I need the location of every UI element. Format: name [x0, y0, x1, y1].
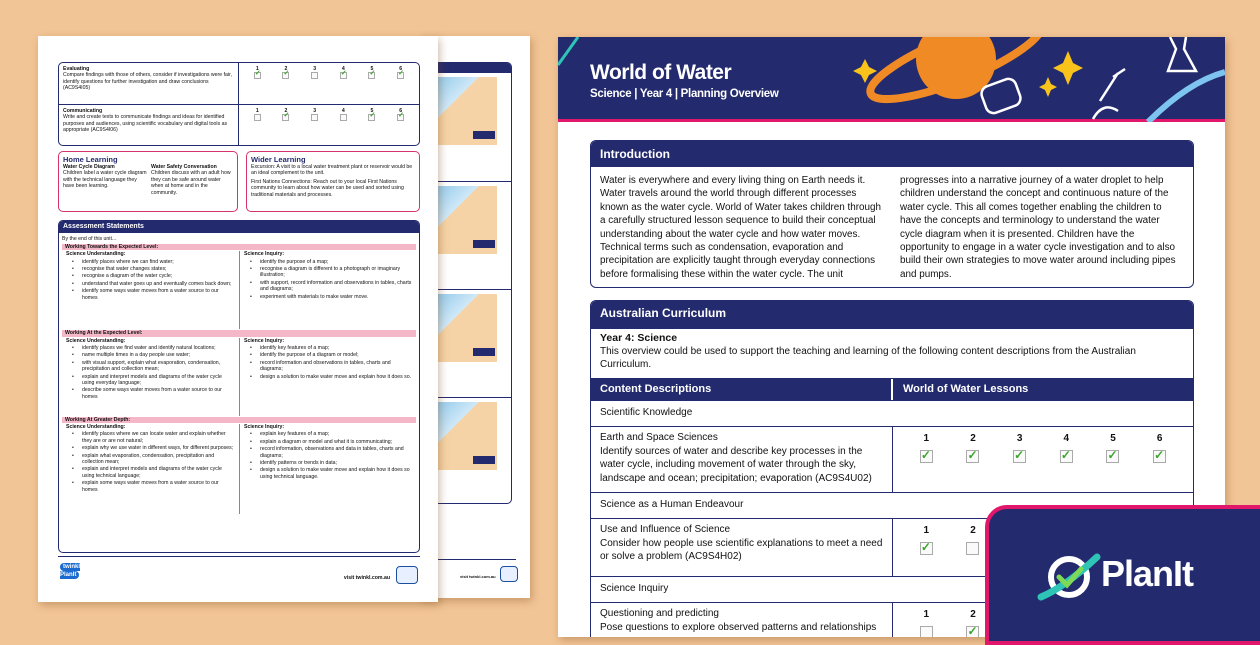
assessment-statement: • identify places we find water and identify natural locations; — [66, 345, 235, 351]
lesson-number: 6 — [399, 108, 403, 114]
page-header — [558, 37, 1225, 122]
assessment-statement: • explain what evaporation, condensation, precipitation and collection mean; — [66, 453, 235, 466]
lesson-checkbox[interactable] — [920, 450, 933, 463]
level-title: Working Towards the Expected Level: — [62, 244, 416, 250]
planit-logo-icon — [1035, 547, 1105, 607]
lesson-checkbox[interactable] — [966, 450, 979, 463]
home-a-title: Water Cycle Diagram — [63, 164, 115, 170]
lesson-number: 2 — [284, 66, 288, 72]
skill-title: Evaluating — [63, 66, 90, 72]
introduction-box — [590, 140, 1194, 288]
curriculum-row — [591, 426, 1193, 492]
lesson-number: 3 — [1016, 433, 1023, 444]
science-understanding-label: Science Understanding: — [66, 337, 126, 344]
lesson-checkbox[interactable] — [1153, 450, 1166, 463]
content-title: Use and Influence of Science — [600, 524, 731, 535]
lesson-number: 6 — [1156, 433, 1163, 444]
assessment-statement: • name multiple times in a day people use water; — [66, 352, 235, 358]
planit-brand: PlanIt — [1101, 553, 1194, 594]
assessment-statement: • experiment with materials to make water move. — [244, 294, 412, 300]
lesson-number: 1 — [255, 66, 259, 72]
twinkl-logo-text: twinkl PlanIt — [60, 564, 81, 578]
lesson-number: 6 — [399, 66, 403, 72]
lesson-checkbox[interactable] — [368, 72, 375, 79]
lesson-number: 3 — [313, 108, 317, 114]
lesson-checkbox[interactable] — [254, 72, 261, 79]
page-subtitle: Science | Year 4 | Planning Overview — [590, 88, 779, 100]
assessment-statement: • identify the purpose of a map; — [244, 259, 412, 265]
year-text: This overview could be used to support the teaching and learning of the following content descriptions from the Australian Curriculum. — [600, 346, 1136, 370]
level-title: Working At the Expected Level: — [62, 330, 416, 336]
assessment-statement: • identify places where we can find water; — [66, 259, 235, 265]
lesson-number: 3 — [313, 66, 317, 72]
lesson-checkbox[interactable] — [340, 114, 347, 121]
page-title: World of Water — [590, 61, 732, 84]
content-text: Consider how people use scientific explanations to meet a need or solve a problem (AC9S4H02) — [600, 537, 883, 562]
lesson-checkbox[interactable] — [311, 114, 318, 121]
introduction-title: Introduction — [591, 141, 1193, 167]
skill-text: Compare findings with those of others, consider if investigations were fair, identify questions for further investigation and draw conclusions (AC9S4I05) — [63, 72, 232, 92]
lesson-checkbox[interactable] — [397, 114, 404, 121]
content-title: Earth and Space Sciences — [600, 432, 718, 443]
home-a-text: Children label a water cycle diagram with the technical language they have been learning. — [63, 170, 147, 190]
assessment-statement: • recognise a diagram of the water cycle; — [66, 273, 235, 279]
assessment-statement: • design a solution to make water move and explain how it does so. — [244, 374, 412, 380]
lesson-checkbox[interactable] — [254, 114, 261, 121]
lesson-number: 1 — [923, 433, 930, 444]
assessment-statement: • describe some ways water moves from a water source to our homes — [66, 387, 235, 400]
level-title: Working At Greater Depth: — [62, 417, 416, 423]
assessment-statement: • recognise that water changes states; — [66, 266, 235, 272]
assessment-statement: • explain some ways water moves from a water source to our homes — [66, 480, 235, 493]
wider-learning-title: Wider Learning — [251, 155, 306, 164]
assessment-statement: • with visual support, explain what evaporation, condensation, precipitation and collection mean; — [66, 360, 235, 373]
home-b-title: Water Safety Conversation — [151, 164, 217, 170]
lesson-number: 5 — [370, 66, 374, 72]
assessment-statement: • record information, observations and data in tables, charts and diagrams; — [244, 446, 412, 459]
year-title: Year 4: Science — [600, 332, 678, 344]
assessment-statement: • identify some ways water moves from a water source to our homes — [66, 288, 235, 301]
lesson-checkbox[interactable] — [282, 114, 289, 121]
intro-col1: Water is everywhere and every living thing on Earth needs it. Water travels around the world through different processes known as the water cycle. World of Water takes children through a carefully structured lesson sequence to build their conceptual understanding about the water cycle and how water moves. Technical terms such as condensation, evaporation and precipitation are explicitly taught through everyday connections before formalising these within the water cycle. The unit — [600, 175, 882, 280]
quality-badge-icon — [500, 566, 518, 582]
home-learning-box — [58, 151, 238, 212]
lesson-number: 1 — [923, 525, 930, 536]
lesson-number: 2 — [970, 433, 976, 444]
lesson-checkbox[interactable] — [966, 626, 979, 638]
section-title: Science as a Human Endeavour — [591, 492, 1193, 518]
assessment-statement: • explain key features of a map; — [244, 431, 412, 437]
lesson-number: 2 — [970, 609, 976, 620]
assessment-page — [38, 36, 438, 602]
assessment-statement: • recognise a diagram is different to a photograph or imaginary illustration; — [244, 266, 412, 279]
wider-p1: Excursion: A visit to a local water treatment plant or reservoir would be an ideal complement to the unit. — [251, 164, 413, 177]
lesson-number: 5 — [370, 108, 374, 114]
section-title: Science Inquiry — [591, 576, 1193, 602]
twinkl-planit-logo — [60, 563, 94, 585]
lesson-number: 4 — [341, 108, 345, 114]
inquiry-skills-table — [58, 62, 420, 146]
curriculum-title: Australian Curriculum — [591, 301, 1193, 328]
lesson-number: 5 — [1110, 433, 1116, 444]
footer-url: visit twinkl.com.au — [343, 575, 390, 581]
lesson-number: 2 — [284, 108, 288, 114]
assessment-statement: • identify the purpose of a diagram or model; — [244, 352, 412, 358]
skill-text: Write and create texts to communicate findings and ideas for identified purposes and audiences, using scientific vocabulary and digital tools as appropriate (AC9S4I06) — [63, 114, 228, 134]
col-header-content: Content Descriptions — [591, 379, 893, 400]
col-header-lessons: World of Water Lessons — [903, 383, 1029, 395]
section-title: Scientific Knowledge — [591, 400, 1193, 426]
wider-learning-box — [246, 151, 420, 212]
assessment-statement: • identify places where we can locate water and explain whether they are or are not natural; — [66, 431, 235, 444]
content-title: Questioning and predicting — [600, 608, 719, 619]
science-understanding-label: Science Understanding: — [66, 251, 126, 258]
lesson-number: 4 — [341, 66, 345, 72]
lesson-checkbox[interactable] — [1060, 450, 1073, 463]
wider-p2: First Nations Connections: Reach out to your local First Nations community to learn about how water can be used and sorted using traditional materials and processes. — [251, 178, 404, 198]
lesson-checkbox[interactable] — [340, 72, 347, 79]
assessment-statement: • understand that water goes up and eventually comes back down; — [66, 281, 235, 287]
lesson-number: 2 — [970, 525, 976, 536]
content-text: Pose questions to explore observed patterns and relationships — [600, 621, 877, 633]
skill-row — [59, 63, 419, 104]
assessment-statement: • record information and observations in tables, charts and diagrams; — [244, 360, 412, 373]
lesson-checkbox[interactable] — [920, 626, 933, 638]
lesson-checkbox[interactable] — [966, 542, 979, 555]
lesson-checkbox[interactable] — [397, 72, 404, 79]
lesson-checkbox[interactable] — [282, 72, 289, 79]
science-inquiry-label: Science Inquiry: — [244, 424, 285, 431]
lesson-number: 4 — [1063, 433, 1070, 444]
assessment-statement: • explain and interpret models and diagrams of the water cycle using everyday language; — [66, 374, 235, 387]
intro-col2: progresses into a narrative journey of a water droplet to help children understand the concept and continuous nature of the water cycle. This all comes together enabling the children to have the concepts and terminology to understand the water cycle diagram when it is presented. Children have the opportunity to engage in a water cycle investigation and to also build their own strategies to move water around including pipes and pumps. — [900, 175, 1176, 280]
assessment-intro: By the end of this unit... — [62, 236, 117, 243]
assessment-statement: • design a solution to make water move and explain how it does so using technical language. — [244, 467, 412, 480]
content-text: Identify sources of water and describe key processes in the water cycle, including movement of water through the sky, landscape and ocean; precipitation; evaporation (AC9S4U02) — [600, 445, 872, 484]
home-learning-title: Home Learning — [63, 155, 118, 164]
quality-badge-icon — [396, 566, 418, 584]
lesson-number: 1 — [923, 609, 930, 620]
lesson-number: 1 — [255, 108, 259, 114]
science-inquiry-label: Science Inquiry: — [244, 337, 285, 344]
planit-badge — [985, 505, 1260, 645]
assessment-statement: • with support, record information and observations in tables, charts and diagrams; — [244, 280, 412, 293]
lesson-checkbox[interactable] — [920, 542, 933, 555]
assessment-statement: • identify patterns or trends in data; — [244, 460, 412, 466]
lesson-checkbox[interactable] — [368, 114, 375, 121]
assessment-statement: • explain a diagram or model and what it is communicating; — [244, 439, 412, 445]
home-b-text: Children discuss with an adult how they can be safe around water when at home and in the community. — [151, 170, 231, 196]
lesson-checkbox[interactable] — [311, 72, 318, 79]
assessment-statement: • identify key features of a map; — [244, 345, 412, 351]
science-understanding-label: Science Understanding: — [66, 424, 126, 431]
lesson-checkbox[interactable] — [1106, 450, 1119, 463]
assessment-title: Assessment Statements — [59, 221, 419, 233]
science-inquiry-label: Science Inquiry: — [244, 251, 285, 258]
mid-footer-url: visit twinkl.com.au — [460, 574, 496, 579]
skill-row — [59, 104, 419, 145]
assessment-statement: • explain why we use water in different ways, for different purposes; — [66, 445, 235, 451]
lesson-checkbox[interactable] — [1013, 450, 1026, 463]
assessment-statement: • explain and interpret models and diagrams of the water cycle using technical language; — [66, 466, 235, 479]
assessment-box — [58, 220, 420, 553]
skill-title: Communicating — [63, 108, 103, 114]
